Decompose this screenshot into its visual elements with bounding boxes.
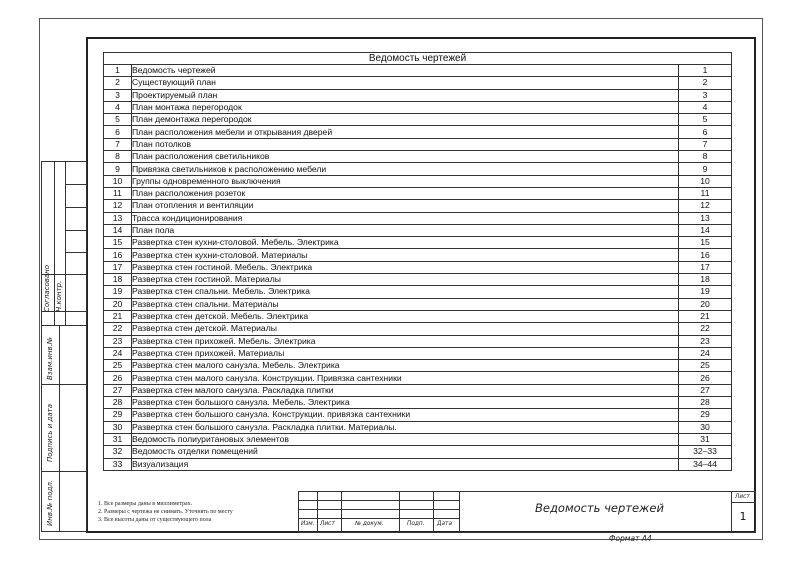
sheet-number-cell: 9 — [679, 163, 732, 175]
sheet-number-cell: 23 — [679, 335, 732, 347]
drawing-name: План демонтажа перегородок — [132, 114, 679, 126]
drawings-list-table — [103, 52, 732, 471]
sheet-number-cell: 17 — [679, 261, 732, 273]
sheet-number-cell: 29 — [679, 409, 732, 421]
row-number: 7 — [104, 138, 132, 150]
drawing-name: Ведомость полиуритановых элементов — [132, 433, 679, 445]
drawing-name: План монтажа перегородок — [132, 101, 679, 113]
signature-date-label: Подпись и дата — [46, 404, 54, 462]
row-number: 33 — [104, 458, 132, 470]
row-number: 16 — [104, 249, 132, 261]
title-block — [298, 491, 756, 533]
drawing-name: Развертка стен большого санузла. Конструкции. привязка сантехники — [132, 409, 679, 421]
table-row — [104, 458, 732, 470]
general-notes — [98, 500, 233, 524]
drawing-name: Визуализация — [132, 458, 679, 470]
note-line: 1. Все размеры даны в миллиметрах. — [98, 501, 193, 507]
table-row — [104, 126, 732, 138]
row-number: 27 — [104, 384, 132, 396]
note-line: 3. Все высоты даны от существующего пола — [98, 517, 212, 523]
sheet-number-cell: 3 — [679, 89, 732, 101]
table-row — [104, 384, 732, 396]
sheet-number-cell: 1 — [679, 65, 732, 77]
drawing-name: Ведомость отделки помещений — [132, 446, 679, 458]
drawing-name: План потолков — [132, 138, 679, 150]
drawing-name: Развертка стен кухни-столовой. Мебель. Электрика — [132, 237, 679, 249]
sheet-label: Лист — [735, 494, 750, 500]
sheet-number-cell: 34–44 — [679, 458, 732, 470]
row-number: 32 — [104, 446, 132, 458]
row-number: 28 — [104, 397, 132, 409]
table-row — [104, 224, 732, 236]
sheet-number-cell: 26 — [679, 372, 732, 384]
sheet-number-cell: 32–33 — [679, 446, 732, 458]
row-number: 11 — [104, 187, 132, 199]
table-body — [104, 65, 732, 471]
agreement-strip — [41, 161, 87, 326]
drawing-name: Развертка стен малого санузла. Мебель. Электрика — [132, 360, 679, 372]
table-row — [104, 372, 732, 384]
col-signature: Подп. — [407, 521, 425, 527]
table-row — [104, 446, 732, 458]
row-number: 9 — [104, 163, 132, 175]
drawing-name: План расположения светильников — [132, 151, 679, 163]
sheet-number-cell: 4 — [679, 101, 732, 113]
drawing-name: Развертка стен детской. Мебель. Электрика — [132, 310, 679, 322]
table-row — [104, 163, 732, 175]
sheet-number-cell: 18 — [679, 274, 732, 286]
drawing-name: Привязка светильников к расположению мебели — [132, 163, 679, 175]
table-row — [104, 65, 732, 77]
drawing-name: Развертка стен прихожей. Материалы — [132, 347, 679, 359]
row-number: 22 — [104, 323, 132, 335]
substitute-inventory-label: Взам.инв.№ — [46, 336, 54, 380]
table-row — [104, 89, 732, 101]
table-row — [104, 409, 732, 421]
table-row — [104, 249, 732, 261]
table-row — [104, 200, 732, 212]
sheet-number-cell: 10 — [679, 175, 732, 187]
table-row — [104, 175, 732, 187]
table-row — [104, 261, 732, 273]
drawing-name: План расположения мебели и открывания дверей — [132, 126, 679, 138]
row-number: 26 — [104, 372, 132, 384]
table-row — [104, 187, 732, 199]
row-number: 4 — [104, 101, 132, 113]
table-row — [104, 138, 732, 150]
sheet-number-cell: 16 — [679, 249, 732, 261]
col-date: Дата — [437, 521, 453, 527]
drawing-name: Ведомость чертежей — [132, 65, 679, 77]
drawing-name: Группы одновременного выключения — [132, 175, 679, 187]
row-number: 21 — [104, 310, 132, 322]
table-row — [104, 397, 732, 409]
agreed-label: Согласовано — [43, 264, 51, 312]
drawing-name: Развертка стен большого санузла. Раскладка плитки. Материалы. — [132, 421, 679, 433]
row-number: 1 — [104, 65, 132, 77]
sheet-number-cell: 28 — [679, 397, 732, 409]
table-row — [104, 274, 732, 286]
inventory-strip — [41, 326, 87, 532]
row-number: 15 — [104, 237, 132, 249]
sheet-number-cell: 8 — [679, 151, 732, 163]
title-block-title: Ведомость чертежей — [535, 501, 664, 515]
sheet-number-cell: 12 — [679, 200, 732, 212]
row-number: 19 — [104, 286, 132, 298]
table-row — [104, 323, 732, 335]
sheet-number-cell: 13 — [679, 212, 732, 224]
row-number: 10 — [104, 175, 132, 187]
table-title: Ведомость чертежей — [104, 53, 732, 65]
sheet-number-cell: 6 — [679, 126, 732, 138]
col-izm: Изм. — [301, 521, 315, 527]
table-row — [104, 433, 732, 445]
drawing-name: Проектируемый план — [132, 89, 679, 101]
table-row — [104, 421, 732, 433]
sheet-number-cell: 14 — [679, 224, 732, 236]
row-number: 23 — [104, 335, 132, 347]
drawing-name: План отопления и вентиляции — [132, 200, 679, 212]
row-number: 13 — [104, 212, 132, 224]
paper-format: Формат А4 — [609, 534, 652, 543]
drawing-name: План расположения розеток — [132, 187, 679, 199]
row-number: 25 — [104, 360, 132, 372]
drawing-name: Развертка стен спальни. Материалы — [132, 298, 679, 310]
drawing-name: План пола — [132, 224, 679, 236]
col-doc-number: № докум. — [355, 521, 384, 527]
row-number: 20 — [104, 298, 132, 310]
drawing-name: Развертка стен спальни. Мебель. Электрика — [132, 286, 679, 298]
sheet-number-cell: 24 — [679, 347, 732, 359]
row-number: 3 — [104, 89, 132, 101]
drawing-name: Развертка стен малого санузла. Раскладка плитки — [132, 384, 679, 396]
row-number: 6 — [104, 126, 132, 138]
norm-control-label: Н.контр. — [55, 280, 63, 312]
col-list: Лист — [320, 521, 335, 527]
row-number: 29 — [104, 409, 132, 421]
drawing-name: Развертка стен детской. Материалы — [132, 323, 679, 335]
table-row — [104, 114, 732, 126]
drawing-name: Трасса кондиционирования — [132, 212, 679, 224]
sheet-number-cell: 15 — [679, 237, 732, 249]
sheet-number-cell: 25 — [679, 360, 732, 372]
drawing-name: Развертка стен малого санузла. Конструкции. Привязка сантехники — [132, 372, 679, 384]
table-row — [104, 310, 732, 322]
sheet-number-cell: 31 — [679, 433, 732, 445]
row-number: 5 — [104, 114, 132, 126]
drawing-name: Существующий план — [132, 77, 679, 89]
row-number: 8 — [104, 151, 132, 163]
row-number: 30 — [104, 421, 132, 433]
table-row — [104, 101, 732, 113]
drawing-name: Развертка стен большого санузла. Мебель. Электрика — [132, 397, 679, 409]
sheet-number-cell: 30 — [679, 421, 732, 433]
row-number: 31 — [104, 433, 132, 445]
sheet-number-cell: 7 — [679, 138, 732, 150]
sheet-number-cell: 22 — [679, 323, 732, 335]
table-row — [104, 360, 732, 372]
drawing-name: Развертка стен гостиной. Материалы — [132, 274, 679, 286]
row-number: 12 — [104, 200, 132, 212]
original-inventory-label: Инв.№ подл. — [46, 479, 54, 526]
sheet-number-cell: 21 — [679, 310, 732, 322]
sheet-number: 1 — [739, 510, 747, 523]
table-row — [104, 77, 732, 89]
table-row — [104, 237, 732, 249]
sheet-number-cell: 19 — [679, 286, 732, 298]
table-row — [104, 212, 732, 224]
sheet-number-cell: 2 — [679, 77, 732, 89]
drawing-name: Развертка стен прихожей. Мебель. Электрика — [132, 335, 679, 347]
row-number: 18 — [104, 274, 132, 286]
drawing-name: Развертка стен кухни-столовой. Материалы — [132, 249, 679, 261]
drawing-name: Развертка стен гостиной. Мебель. Электрика — [132, 261, 679, 273]
sheet-number-cell: 11 — [679, 187, 732, 199]
table-row — [104, 335, 732, 347]
table-row — [104, 151, 732, 163]
row-number: 17 — [104, 261, 132, 273]
sheet-number-cell: 20 — [679, 298, 732, 310]
row-number: 24 — [104, 347, 132, 359]
note-line: 2. Размеры с чертежа не снимать. Уточнять по месту — [98, 509, 233, 515]
table-row — [104, 298, 732, 310]
sheet-number-cell: 27 — [679, 384, 732, 396]
row-number: 2 — [104, 77, 132, 89]
table-row — [104, 286, 732, 298]
sheet-number-cell: 5 — [679, 114, 732, 126]
table-row — [104, 347, 732, 359]
row-number: 14 — [104, 224, 132, 236]
